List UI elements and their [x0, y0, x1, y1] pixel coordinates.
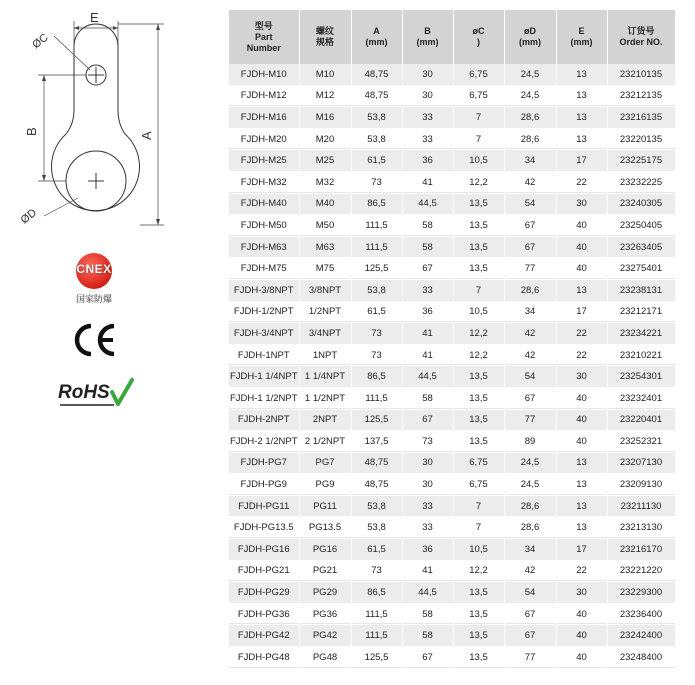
- ring-terminal-diagram: [8, 6, 178, 236]
- table-row: [229, 560, 675, 582]
- table-cell: 7: [453, 279, 504, 301]
- table-cell: FJDH-M63: [229, 236, 299, 258]
- table-cell: 53,8: [351, 495, 402, 517]
- table-cell: 41: [402, 323, 453, 345]
- table-cell: 28,6: [504, 517, 556, 539]
- column-header-line: A: [373, 26, 380, 36]
- table-cell: 28,6: [504, 495, 556, 517]
- table-cell: 30: [556, 193, 607, 215]
- table-cell: 13,5: [453, 409, 504, 431]
- table-row: [229, 539, 675, 561]
- column-header-line: Number: [246, 42, 281, 53]
- table-cell: 73: [351, 560, 402, 582]
- table-cell: 13: [556, 107, 607, 129]
- table-cell: 23240305: [607, 193, 675, 215]
- table-cell: FJDH-M40: [229, 193, 299, 215]
- table-row: [229, 107, 675, 129]
- table-body: [229, 64, 675, 668]
- table-cell: 23207130: [607, 452, 675, 474]
- table-cell: 48,75: [351, 452, 402, 474]
- table-cell: 58: [402, 603, 453, 625]
- table-cell: M40: [299, 193, 351, 215]
- table-cell: 13,5: [453, 258, 504, 280]
- table-row: [229, 171, 675, 193]
- rohs-mark: [58, 376, 136, 410]
- table-cell: 23252321: [607, 431, 675, 453]
- table-cell: 7: [453, 517, 504, 539]
- column-header-line: B: [424, 26, 431, 36]
- table-cell: 23210221: [607, 344, 675, 366]
- table-row: [229, 582, 675, 604]
- table-cell: 73: [351, 171, 402, 193]
- table-cell: 33: [402, 279, 453, 301]
- table-row: [229, 452, 675, 474]
- table-header-row: [229, 10, 675, 64]
- table-cell: 40: [556, 431, 607, 453]
- table-cell: 61,5: [351, 150, 402, 172]
- table-cell: M16: [299, 107, 351, 129]
- table-cell: 111,5: [351, 387, 402, 409]
- table-cell: 13: [556, 279, 607, 301]
- table-cell: 30: [402, 474, 453, 496]
- table-cell: 23275401: [607, 258, 675, 280]
- table-cell: 23209130: [607, 474, 675, 496]
- column-header-line: ): [477, 37, 480, 47]
- table-cell: 53,8: [351, 279, 402, 301]
- ce-logo: [70, 320, 120, 360]
- table-cell: 77: [504, 258, 556, 280]
- table-cell: 1 1/2NPT: [299, 387, 351, 409]
- column-header-line: Part: [254, 31, 273, 42]
- table-row: [229, 85, 675, 107]
- table-cell: PG7: [299, 452, 351, 474]
- table-cell: 13,5: [453, 366, 504, 388]
- table-cell: 30: [556, 366, 607, 388]
- table-cell: 23221220: [607, 560, 675, 582]
- table-cell: 111,5: [351, 603, 402, 625]
- table-cell: 40: [556, 647, 607, 669]
- table-cell: M25: [299, 150, 351, 172]
- table-cell: 13,5: [453, 603, 504, 625]
- table-cell: 44,5: [402, 193, 453, 215]
- table-cell: 10,5: [453, 539, 504, 561]
- table-cell: 42: [504, 560, 556, 582]
- table-cell: 13: [556, 517, 607, 539]
- table-cell: FJDH-M25: [229, 150, 299, 172]
- table-cell: 67: [504, 215, 556, 237]
- table-cell: 23225175: [607, 150, 675, 172]
- table-cell: PG9: [299, 474, 351, 496]
- table-cell: 23213130: [607, 517, 675, 539]
- table-cell: 3/4NPT: [299, 323, 351, 345]
- label-c: ØC: [30, 31, 51, 52]
- table-cell: 13,5: [453, 431, 504, 453]
- table-cell: 6,75: [453, 452, 504, 474]
- table-cell: 23216135: [607, 107, 675, 129]
- table-cell: 17: [556, 150, 607, 172]
- table-cell: FJDH-M10: [229, 64, 299, 85]
- table-cell: 22: [556, 344, 607, 366]
- table-cell: 23263405: [607, 236, 675, 258]
- table-cell: 23250405: [607, 215, 675, 237]
- column-header-line: (mm): [570, 37, 593, 47]
- table-cell: 1NPT: [299, 344, 351, 366]
- table-cell: FJDH-1 1/4NPT: [229, 366, 299, 388]
- table-cell: 3/8NPT: [299, 279, 351, 301]
- table-cell: 125,5: [351, 409, 402, 431]
- table-cell: 23234221: [607, 323, 675, 345]
- table-cell: 36: [402, 301, 453, 323]
- table-cell: 23220401: [607, 409, 675, 431]
- table-cell: 34: [504, 539, 556, 561]
- rohs-text: RoHS: [58, 382, 110, 403]
- table-cell: 13,5: [453, 193, 504, 215]
- table-cell: 67: [504, 603, 556, 625]
- spec-table: [229, 10, 676, 669]
- table-cell: 44,5: [402, 582, 453, 604]
- table-cell: 12,2: [453, 171, 504, 193]
- ce-mark: [70, 320, 120, 360]
- label-a: A: [139, 131, 154, 140]
- table-cell: 13: [556, 495, 607, 517]
- table-row: [229, 409, 675, 431]
- table-cell: 12,2: [453, 344, 504, 366]
- column-header-line: (mm): [416, 37, 439, 47]
- table-cell: 137,5: [351, 431, 402, 453]
- table-cell: FJDH-M75: [229, 258, 299, 280]
- table-cell: 23212171: [607, 301, 675, 323]
- left-panel: [0, 0, 225, 685]
- table-row: [229, 215, 675, 237]
- table-cell: 33: [402, 107, 453, 129]
- column-header: [402, 10, 453, 64]
- table-row: [229, 474, 675, 496]
- table-cell: 36: [402, 150, 453, 172]
- table-cell: 61,5: [351, 301, 402, 323]
- table-cell: 17: [556, 301, 607, 323]
- table-cell: 40: [556, 258, 607, 280]
- table-cell: 23248400: [607, 647, 675, 669]
- cnex-badge: [66, 253, 122, 305]
- table-cell: 34: [504, 150, 556, 172]
- table-cell: 41: [402, 560, 453, 582]
- table-row: [229, 517, 675, 539]
- table-cell: FJDH-2 1/2NPT: [229, 431, 299, 453]
- table-cell: 34: [504, 301, 556, 323]
- table-cell: PG29: [299, 582, 351, 604]
- column-header-line: øD: [524, 26, 536, 36]
- column-header: [556, 10, 607, 64]
- table-cell: 48,75: [351, 64, 402, 85]
- column-header: [299, 10, 351, 64]
- table-cell: 40: [556, 409, 607, 431]
- table-cell: 36: [402, 539, 453, 561]
- table-cell: FJDH-M12: [229, 85, 299, 107]
- table-row: [229, 279, 675, 301]
- table-cell: 23229300: [607, 582, 675, 604]
- table-cell: FJDH-PG42: [229, 625, 299, 647]
- label-b: B: [24, 127, 39, 136]
- table-cell: 58: [402, 215, 453, 237]
- column-header-line: (mm): [365, 37, 388, 47]
- table-cell: PG13.5: [299, 517, 351, 539]
- table-cell: 22: [556, 560, 607, 582]
- cnex-logo-text: CNEX: [76, 262, 112, 276]
- table-cell: 44,5: [402, 366, 453, 388]
- table-cell: 2NPT: [299, 409, 351, 431]
- table-cell: 33: [402, 517, 453, 539]
- table-cell: PG16: [299, 539, 351, 561]
- column-header: [229, 10, 299, 64]
- table-cell: M32: [299, 171, 351, 193]
- table-cell: 53,8: [351, 107, 402, 129]
- table-cell: 23216170: [607, 539, 675, 561]
- table-cell: 54: [504, 366, 556, 388]
- table-cell: 125,5: [351, 258, 402, 280]
- table-cell: 67: [402, 647, 453, 669]
- table-cell: 30: [556, 582, 607, 604]
- table-cell: 30: [402, 64, 453, 85]
- table-cell: 13,5: [453, 236, 504, 258]
- table-cell: 86,5: [351, 193, 402, 215]
- column-header-line: 螺纹: [315, 26, 334, 36]
- table-cell: 58: [402, 625, 453, 647]
- table-cell: 12,2: [453, 323, 504, 345]
- table-cell: FJDH-1 1/2NPT: [229, 387, 299, 409]
- table-cell: 6,75: [453, 85, 504, 107]
- table-cell: 28,6: [504, 107, 556, 129]
- table-cell: 13: [556, 452, 607, 474]
- cnex-caption: 国家防爆: [75, 294, 112, 304]
- table-cell: 40: [556, 387, 607, 409]
- table-cell: 40: [556, 215, 607, 237]
- table-row: [229, 431, 675, 453]
- table-cell: PG48: [299, 647, 351, 669]
- table-row: [229, 366, 675, 388]
- table-cell: FJDH-PG48: [229, 647, 299, 669]
- table-cell: FJDH-PG13.5: [229, 517, 299, 539]
- table-cell: 30: [402, 85, 453, 107]
- table-cell: 41: [402, 344, 453, 366]
- table-cell: 73: [351, 344, 402, 366]
- table-row: [229, 64, 675, 85]
- table-cell: 54: [504, 193, 556, 215]
- table-cell: 13: [556, 85, 607, 107]
- table-cell: FJDH-PG11: [229, 495, 299, 517]
- table-cell: 13: [556, 64, 607, 85]
- cnex-logo: [76, 253, 112, 289]
- table-cell: 42: [504, 323, 556, 345]
- table-cell: 1 1/4NPT: [299, 366, 351, 388]
- table-cell: 7: [453, 495, 504, 517]
- table-cell: 23212135: [607, 85, 675, 107]
- column-header-line: Order NO.: [619, 37, 663, 47]
- table-cell: 54: [504, 582, 556, 604]
- column-header-line: 型号: [254, 20, 273, 31]
- column-header-line: 订货号: [627, 26, 655, 36]
- table-cell: M10: [299, 64, 351, 85]
- table-cell: 73: [351, 323, 402, 345]
- table-cell: 111,5: [351, 215, 402, 237]
- table-cell: FJDH-3/8NPT: [229, 279, 299, 301]
- table-row: [229, 128, 675, 150]
- table-cell: M20: [299, 128, 351, 150]
- table-row: [229, 647, 675, 669]
- table-cell: FJDH-M20: [229, 128, 299, 150]
- table-cell: 24,5: [504, 85, 556, 107]
- table-cell: 40: [556, 625, 607, 647]
- table-cell: FJDH-M32: [229, 171, 299, 193]
- table-cell: 23236400: [607, 603, 675, 625]
- table-cell: FJDH-PG9: [229, 474, 299, 496]
- table-cell: 48,75: [351, 85, 402, 107]
- table-cell: 33: [402, 128, 453, 150]
- table-cell: 86,5: [351, 582, 402, 604]
- table-cell: 23254301: [607, 366, 675, 388]
- table-cell: FJDH-3/4NPT: [229, 323, 299, 345]
- table-cell: 41: [402, 171, 453, 193]
- table-cell: 73: [402, 431, 453, 453]
- column-header: [351, 10, 402, 64]
- table-cell: FJDH-PG29: [229, 582, 299, 604]
- column-header: [453, 10, 504, 64]
- table-cell: 12,2: [453, 560, 504, 582]
- table-row: [229, 323, 675, 345]
- table-cell: 67: [402, 409, 453, 431]
- table-cell: 2 1/2NPT: [299, 431, 351, 453]
- table-cell: 6,75: [453, 64, 504, 85]
- table-cell: 13,5: [453, 625, 504, 647]
- column-header-line: (mm): [519, 37, 541, 47]
- table-cell: 42: [504, 344, 556, 366]
- column-header: [504, 10, 556, 64]
- table-cell: FJDH-PG7: [229, 452, 299, 474]
- table-cell: 40: [556, 603, 607, 625]
- table-cell: 24,5: [504, 64, 556, 85]
- table-cell: 23242400: [607, 625, 675, 647]
- table-row: [229, 344, 675, 366]
- table-cell: M50: [299, 215, 351, 237]
- table-row: [229, 603, 675, 625]
- column-header-line: 规格: [315, 37, 334, 47]
- table-cell: 1/2NPT: [299, 301, 351, 323]
- table-cell: 67: [504, 625, 556, 647]
- table-cell: 61,5: [351, 539, 402, 561]
- table-cell: 48,75: [351, 474, 402, 496]
- table-cell: PG36: [299, 603, 351, 625]
- table-cell: PG11: [299, 495, 351, 517]
- table-cell: 10,5: [453, 301, 504, 323]
- table-cell: 40: [556, 236, 607, 258]
- table-cell: 13: [556, 474, 607, 496]
- table-cell: 77: [504, 409, 556, 431]
- table-cell: 30: [402, 452, 453, 474]
- table-cell: FJDH-2NPT: [229, 409, 299, 431]
- column-header-line: øC: [472, 26, 485, 36]
- table-cell: PG42: [299, 625, 351, 647]
- table-cell: 67: [504, 387, 556, 409]
- table-cell: 23220135: [607, 128, 675, 150]
- table-cell: 22: [556, 171, 607, 193]
- table-cell: FJDH-M16: [229, 107, 299, 129]
- table-cell: 17: [556, 539, 607, 561]
- table-cell: 24,5: [504, 474, 556, 496]
- table-cell: 111,5: [351, 625, 402, 647]
- table-cell: FJDH-1/2NPT: [229, 301, 299, 323]
- table-cell: FJDH-M50: [229, 215, 299, 237]
- table-cell: 58: [402, 387, 453, 409]
- table-cell: 10,5: [453, 150, 504, 172]
- table-cell: 24,5: [504, 452, 556, 474]
- table-cell: 13,5: [453, 387, 504, 409]
- table-cell: 23211130: [607, 495, 675, 517]
- table-cell: 13,5: [453, 215, 504, 237]
- table-row: [229, 495, 675, 517]
- table-row: [229, 301, 675, 323]
- table-cell: 7: [453, 128, 504, 150]
- table-cell: 13: [556, 128, 607, 150]
- table-cell: 125,5: [351, 647, 402, 669]
- table-cell: 111,5: [351, 236, 402, 258]
- label-e: E: [90, 10, 99, 25]
- table-cell: 53,8: [351, 517, 402, 539]
- table-cell: 89: [504, 431, 556, 453]
- table-cell: FJDH-PG36: [229, 603, 299, 625]
- table-cell: 86,5: [351, 366, 402, 388]
- table-row: [229, 150, 675, 172]
- table-cell: 7: [453, 107, 504, 129]
- table-cell: M12: [299, 85, 351, 107]
- table-row: [229, 625, 675, 647]
- table-cell: 23232401: [607, 387, 675, 409]
- table-row: [229, 258, 675, 280]
- table-cell: FJDH-1NPT: [229, 344, 299, 366]
- table-cell: 28,6: [504, 279, 556, 301]
- table-cell: 28,6: [504, 128, 556, 150]
- table-cell: M75: [299, 258, 351, 280]
- table-cell: 67: [402, 258, 453, 280]
- table-cell: 22: [556, 323, 607, 345]
- table-cell: M63: [299, 236, 351, 258]
- table-cell: 6,75: [453, 474, 504, 496]
- table-cell: 77: [504, 647, 556, 669]
- column-header-line: E: [578, 26, 585, 36]
- table-cell: 23210135: [607, 64, 675, 85]
- table-cell: 13,5: [453, 647, 504, 669]
- table-cell: FJDH-PG16: [229, 539, 299, 561]
- table-cell: 33: [402, 495, 453, 517]
- table-cell: FJDH-PG21: [229, 560, 299, 582]
- table-cell: PG21: [299, 560, 351, 582]
- label-d: ØD: [18, 206, 40, 227]
- rohs-checkmark: [58, 376, 136, 410]
- table-cell: 23238131: [607, 279, 675, 301]
- table-cell: 13,5: [453, 582, 504, 604]
- table-cell: 42: [504, 171, 556, 193]
- table-cell: 67: [504, 236, 556, 258]
- table-row: [229, 387, 675, 409]
- table-cell: 23232225: [607, 171, 675, 193]
- table-row: [229, 236, 675, 258]
- table-cell: 53,8: [351, 128, 402, 150]
- table-row: [229, 193, 675, 215]
- column-header: [607, 10, 675, 64]
- dimension-drawing: [8, 6, 178, 241]
- table-cell: 58: [402, 236, 453, 258]
